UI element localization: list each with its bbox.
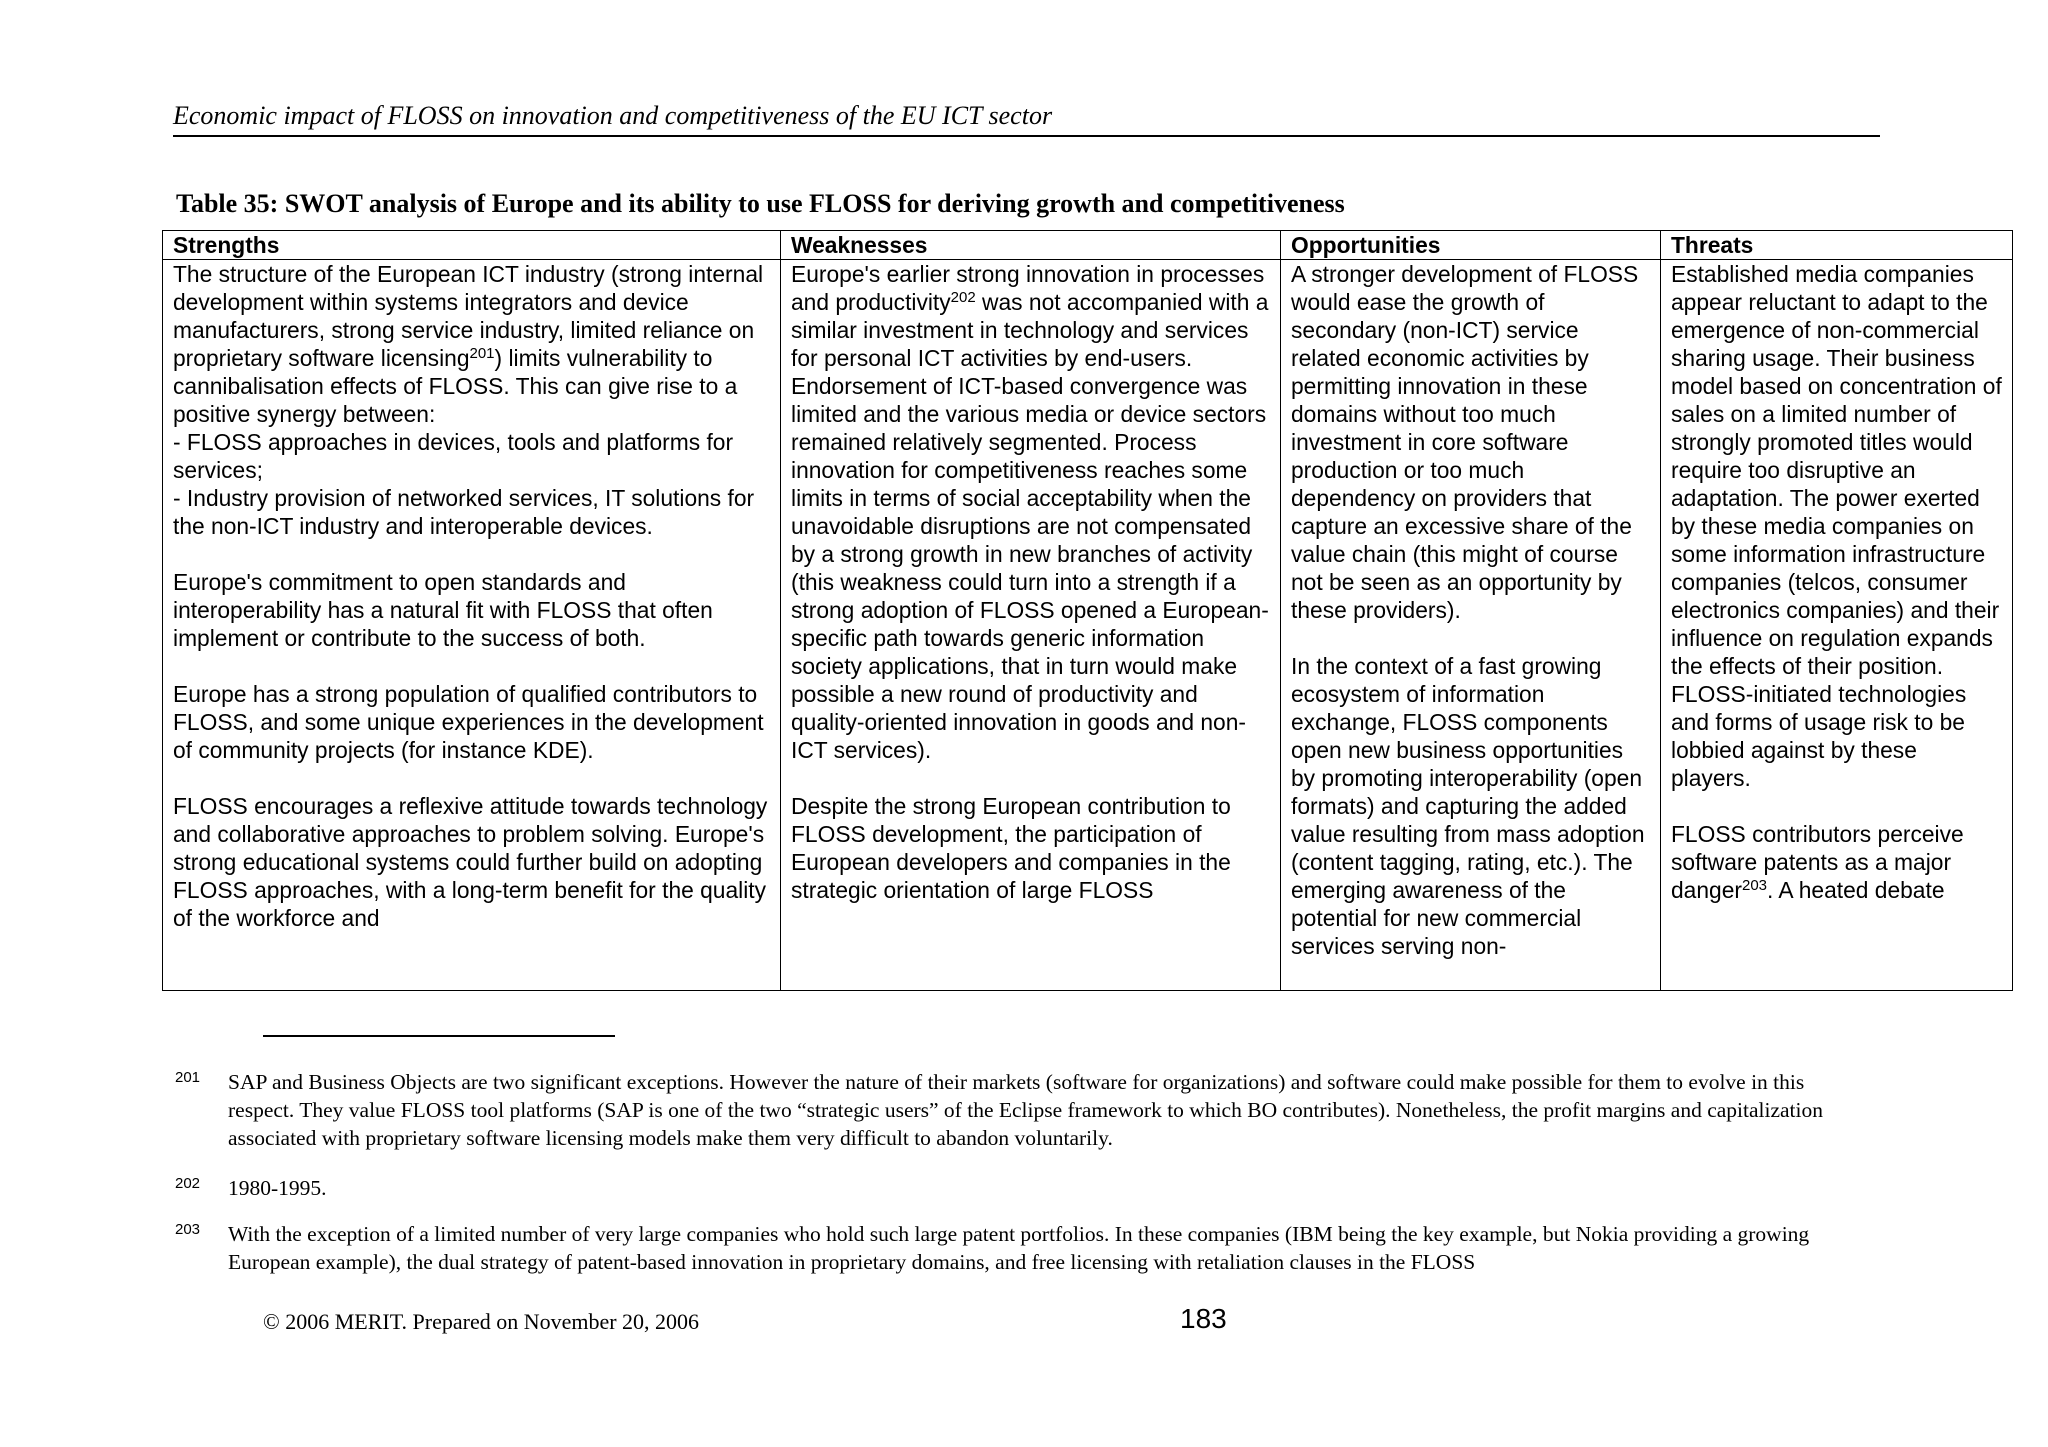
footnote-text: SAP and Business Objects are two significant exceptions. However the nature of their markets (software for organizations) and software could make possible for them to evolve in this respect. They value FLOSS tool platforms (SAP is one of the two “strategic users” of the Eclipse framework to which BO contributes). Nonetheless, the profit margins and capitalization associated with proprietary software licensing models make them very difficult to abandon voluntarily. [228,1070,1823,1150]
footnote-number: 203 [175,1221,201,1238]
column-header-opportunities: Opportunities [1281,231,1661,260]
swot-header-row [163,231,2013,260]
strengths-paragraph-2: Europe's commitment to open standards and interoperability has a natural fit with FLOSS that often implement or contribute to the success of both. [173,569,713,651]
footnote-separator [263,1035,615,1037]
weaknesses-paragraph-1: Europe's earlier strong innovation in processes and productivity$^{202}$ was not accompanied with a similar investment in technology and services for personal ICT activities by end-users. Endorsement of ICT-based convergence was limited and the various media or device sectors remained relatively segmented. Process innovation for competitiveness reaches some limits in terms of social acceptability when the unavoidable disruptions are not compensated by a strong growth in new branches of activity (this weakness could turn into a strength if a strong adoption of FLOSS opened a European-specific path towards generic information society applications, that in turn would make possible a new round of productivity and quality-oriented innovation in goods and non-ICT services). [791,261,1269,763]
swot-table [162,230,2013,991]
footnote-201 [175,1068,1875,1152]
footnote-ref-201[interactable]: 201 [469,345,495,362]
column-header-weaknesses: Weaknesses [781,231,1281,260]
threats-paragraph-2: FLOSS contributors perceive software patents as a major danger$^{203}$. A heated debate [1671,821,1964,903]
footnote-text: With the exception of a limited number of very large companies who hold such large patent portfolios. In these companies (IBM being the key example, but Nokia providing a growing European example), the dual strategy of patent-based innovation in proprietary domains, and free licensing with retaliation clauses in the FLOSS [228,1222,1810,1274]
column-header-threats: Threats [1661,231,2013,260]
footnote-number: 201 [175,1069,201,1086]
opportunities-paragraph-2: In the context of a fast growing ecosystem of information exchange, FLOSS components open new business opportunities by promoting interoperability (open formats) and capturing the added value resulting from mass adoption (content tagging, rating, etc.). The emerging awareness of the potential for new commercial services serving non- [1291,653,1645,959]
opportunities-paragraph-1: A stronger development of FLOSS would ease the growth of secondary (non-ICT) service related economic activities by permitting innovation in these domains without too much investment in core software production or too much dependency on providers that capture an excessive share of the value chain (this might of course not be seen as an opportunity by these providers). [1291,261,1639,623]
copyright-notice: © 2006 MERIT. Prepared on November 20, 2006 [263,1309,700,1334]
strengths-list-item: - FLOSS approaches in devices, tools and platforms for services; [173,429,734,483]
swot-body-row [163,260,2013,991]
weaknesses-paragraph-2: Despite the strong European contribution to FLOSS development, the participation of European developers and companies in the strategic orientation of large FLOSS [791,793,1231,903]
running-header: Economic impact of FLOSS on innovation and competitiveness of the EU ICT sector [173,100,1880,137]
strengths-paragraph-1: The structure of the European ICT industry (strong internal development within systems integrators and device manufacturers, strong service industry, limited reliance on proprietary software licensing$^{201}$) limits vulnerability to cannibalisation effects of FLOSS. This can give rise to a positive synergy between: - FLOSS approaches in devices, tools and platforms for services; - Industry provision of networked services, IT solutions for the non-ICT industry and interoperable devices. [173,261,764,539]
strengths-cell [163,260,781,991]
strengths-paragraph-4: FLOSS encourages a reflexive attitude towards technology and collaborative approaches to problem solving. Europe's strong educational systems could further build on adopting FLOSS approaches, with a long-term benefit for the quality of the workforce and [173,793,768,931]
page-number: 183 [1180,1303,1227,1334]
footnote-202 [175,1174,1875,1202]
strengths-paragraph-3: Europe has a strong population of qualified contributors to FLOSS, and some unique experiences in the development of community projects (for instance KDE). [173,681,764,763]
footnote-ref-203[interactable]: 203 [1741,877,1768,894]
opportunities-cell [1281,260,1661,991]
strengths-list-item: - Industry provision of networked services, IT solutions for the non-ICT industry and interoperable devices. [173,485,755,539]
weaknesses-cell [781,260,1281,991]
threats-cell [1661,260,2013,991]
threats-paragraph-1: Established media companies appear reluctant to adapt to the emergence of non-commercial sharing usage. Their business model based on concentration of sales on a limited number of strongly promoted titles would require too disruptive an adaptation. The power exerted by these media companies on some information infrastructure companies (telcos, consumer electronics companies) and their influence on regulation expands the effects of their position. FLOSS-initiated technologies and forms of usage risk to be lobbied against by these players. [1671,261,2002,791]
footnote-text: 1980-1995. [228,1176,327,1200]
footnote-203 [175,1220,1875,1276]
footnote-ref-202[interactable]: 202 [950,289,976,306]
table-caption: Table 35: SWOT analysis of Europe and its ability to use FLOSS for deriving growth and competitiveness [176,189,1345,218]
footnote-number: 202 [175,1175,201,1192]
column-header-strengths: Strengths [163,231,781,260]
